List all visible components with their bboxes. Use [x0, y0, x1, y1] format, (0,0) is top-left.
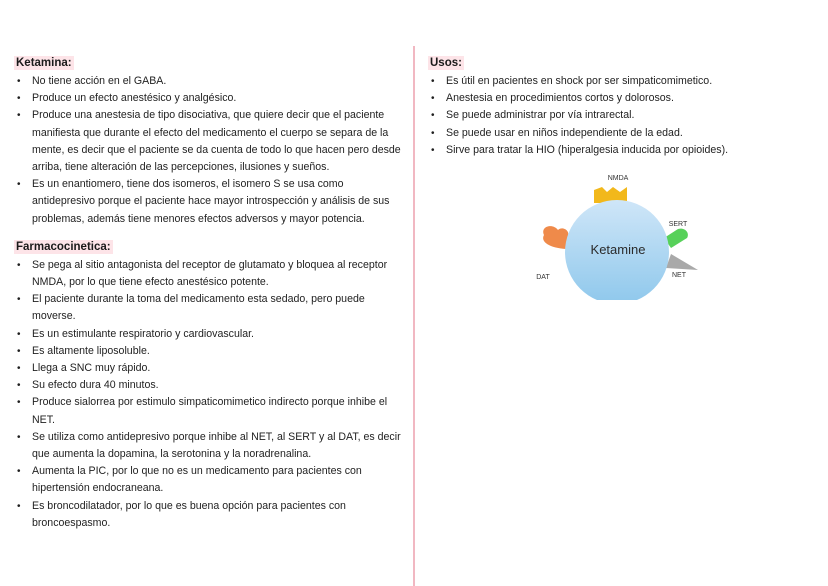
- ketamine-label: Ketamine: [590, 242, 646, 257]
- net-label: NET: [672, 272, 686, 279]
- farmacocinetica-heading: Farmacocinetica:: [16, 240, 111, 253]
- list-item: • Se puede usar en niños independiente de la edad.: [428, 125, 820, 142]
- list-item: • Es un estimulante respiratorio y cardiovascular.: [14, 326, 406, 343]
- ketamine-receptor-diagram: [520, 170, 720, 300]
- list-item: • Sirve para tratar la HIO (hiperalgesia inducida por opioides).: [428, 142, 820, 159]
- list-item: • Anestesia en procedimientos cortos y dolorosos.: [428, 90, 820, 107]
- list-item: • El paciente durante la toma del medicamento esta sedado, pero puede moverse.: [14, 291, 406, 325]
- list-item: • Llega a SNC muy rápido.: [14, 360, 406, 377]
- list-item: • Es altamente liposoluble.: [14, 343, 406, 360]
- ketamina-list: [14, 73, 406, 228]
- list-item: • Produce sialorrea por estimulo simpaticomimetico indirecto porque inhibe el NET.: [14, 394, 406, 428]
- list-item: • Se puede administrar por vía intrarectal.: [428, 107, 820, 124]
- column-divider: [413, 46, 415, 586]
- list-item: • Produce un efecto anestésico y analgésico.: [14, 90, 406, 107]
- diagram-svg: [520, 170, 720, 300]
- nmda-label: NMDA: [607, 175, 629, 182]
- list-item: • No tiene acción en el GABA.: [14, 73, 406, 90]
- list-item: • Aumenta la PIC, por lo que no es un medicamento para pacientes con hipertensión endocraneana.: [14, 463, 406, 497]
- left-column: [14, 53, 406, 532]
- usos-list: [428, 73, 820, 159]
- right-column: [428, 53, 820, 159]
- list-item: • Es útil en pacientes en shock por ser simpaticomimetico.: [428, 73, 820, 90]
- list-item: • Se pega al sitio antagonista del receptor de glutamato y bloquea al receptor NMDA, por lo que tiene efecto anestésico potente.: [14, 257, 406, 291]
- dat-receptor-shape: [543, 226, 568, 249]
- list-item: • Es un enantiomero, tiene dos isomeros, el isomero S se usa como antidepresivo porque el paciente hace mayor introspección y análisis de sus problemas, además tiene menores efectos adversos y mayor potencia.: [14, 176, 406, 228]
- sert-label: SERT: [668, 221, 688, 228]
- list-item: • Es broncodilatador, por lo que es buena opción para pacientes con broncoespasmo.: [14, 498, 406, 532]
- usos-heading: Usos:: [430, 57, 462, 69]
- farmacocinetica-list: [14, 257, 406, 532]
- dat-label: DAT: [536, 274, 550, 281]
- ketamina-heading: Ketamina:: [16, 57, 72, 69]
- list-item: • Produce una anestesia de tipo disociativa, que quiere decir que el paciente manifiesta que durante el efecto del medicamento el cuerpo se separa de la mente, es decir que el paciente se da cuenta de todo lo que hacen pero desde arriba, tiene alteración de las percepciones, ilusiones y sueños.: [14, 107, 406, 176]
- net-receptor-shape: [666, 254, 698, 270]
- list-item: • Su efecto dura 40 minutos.: [14, 377, 406, 394]
- list-item: • Se utiliza como antidepresivo porque inhibe al NET, al SERT y al DAT, es decir que aumenta la dopamina, la serotonina y la noradrenalina.: [14, 429, 406, 463]
